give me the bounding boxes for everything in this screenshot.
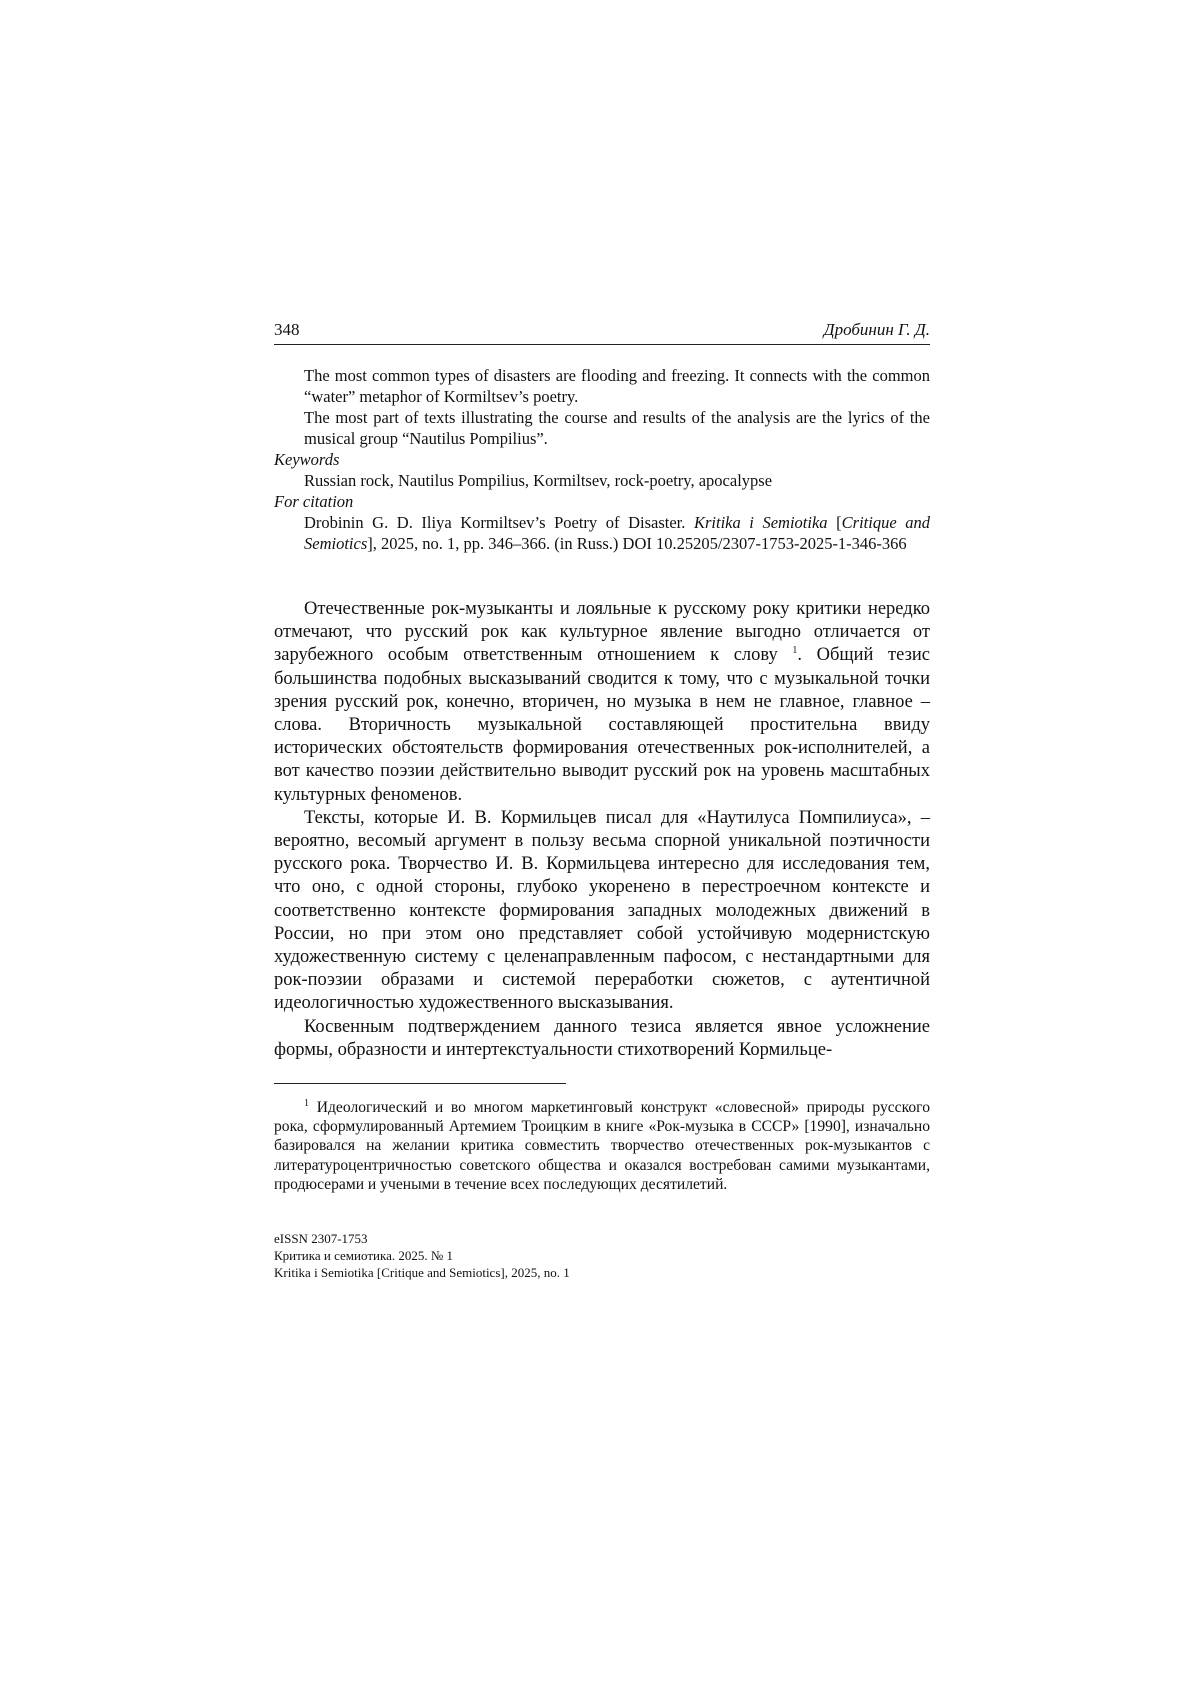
body-paragraph: Тексты, которые И. В. Кормильцев писал для «Наутилуса Помпилиуса», – вероятно, весомый аргумент в пользу весьма спорной уникальной поэтичности русского рока. Творчество И. В. Кормильцева интересно для исследования тем, что оно, с одной стороны, глубоко укоренено в перестроечном контексте и соответственно контексте формирования западных молодежных движений в России, но при этом оно представляет собой устойчивую модернистскую художественную систему с целенаправленным пафосом, с нестандартными для рок-поэзии образами и системой переработки сюжетов, с аутентичной идеологичностью художественного высказывания. xyxy=(274,807,930,1014)
citation-part: ], 2025, no. 1, pp. 346–366. (in Russ.) DOI 10.25205/2307-1753-2025-1-346-366 xyxy=(367,534,907,553)
body-paragraph: Косвенным подтверждением данного тезиса является явное усложнение формы, образности и интертекстуальности стихотворений Кормильце- xyxy=(274,1016,930,1060)
abstract-line: The most part of texts illustrating the course and results of the analysis are the lyrics of the musical group “Nautilus Pompilius”. xyxy=(304,408,930,448)
paragraph-text: Отечественные рок-музыканты и лояльные к русскому року критики нередко отмечают, что русский рок как культурное явление выгодно отличается от зарубежного особым ответственным отношением к слову xyxy=(274,599,930,666)
footer-journal-en: Kritika i Semiotika [Critique and Semiotics], 2025, no. 1 xyxy=(274,1265,570,1281)
abstract-line: The most common types of disasters are flooding and freezing. It connects with the common “water” metaphor of Kormiltsev’s poetry. xyxy=(304,366,930,406)
running-author: Дробинин Г. Д. xyxy=(823,320,930,339)
footnote-reference[interactable]: 1 xyxy=(792,645,798,657)
footer-issn: eISSN 2307-1753 xyxy=(274,1231,368,1247)
citation-part: [ xyxy=(827,513,842,532)
footnote-separator xyxy=(274,1083,566,1084)
document-page xyxy=(274,318,930,1281)
main-text xyxy=(274,598,930,1062)
page-footer xyxy=(274,1230,930,1281)
page-number: 348 xyxy=(274,320,300,339)
paragraph-text: . Общий тезис большинства подобных высказываний сводится к тому, что с музыкальной точки зрения русский рок, конечно, вторичен, но музыка в нем не главное, главное – слова. Вторичность музыкальной составляющей простительна ввиду исторических обстоятельств формирования отечественных рок-исполнителей, а вот качество поэзии действительно выводит русский рок на уровень масштабных культурных феноменов. xyxy=(274,645,931,805)
citation-journal-en: Critique and Semiotics xyxy=(304,513,930,553)
citation-part: Drobinin G. D. Iliya Kormiltsev’s Poetry of Disaster. xyxy=(304,513,694,532)
footnote-number: 1 xyxy=(304,1097,309,1109)
footnote-text: Идеологический и во многом маркетинговый конструкт «словесной» природы русского рока, сформулированный Артемием Троицким в книге «Рок-музыка в СССР» [1990], изначально базировался на желании критика совместить творчество отечественных рок-музыкантов с литературоцентричностью советского общества и оказался востребован самими музыкантами, продюсерами и учеными в течение всех последующих десятилетий. xyxy=(274,1099,930,1193)
citation-journal: Kritika i Semiotika xyxy=(693,513,828,532)
keywords-text: Russian rock, Nautilus Pompilius, Kormiltsev, rock-poetry, apocalypse xyxy=(304,471,773,490)
footnote xyxy=(274,1098,930,1194)
citation-text xyxy=(274,512,930,554)
running-header xyxy=(274,318,930,345)
citation-label: For citation xyxy=(274,492,354,511)
body-paragraph xyxy=(274,598,930,807)
keywords-label: Keywords xyxy=(274,450,340,469)
footer-journal-ru: Критика и семиотика. 2025. № 1 xyxy=(274,1248,454,1264)
abstract-block xyxy=(274,365,930,554)
